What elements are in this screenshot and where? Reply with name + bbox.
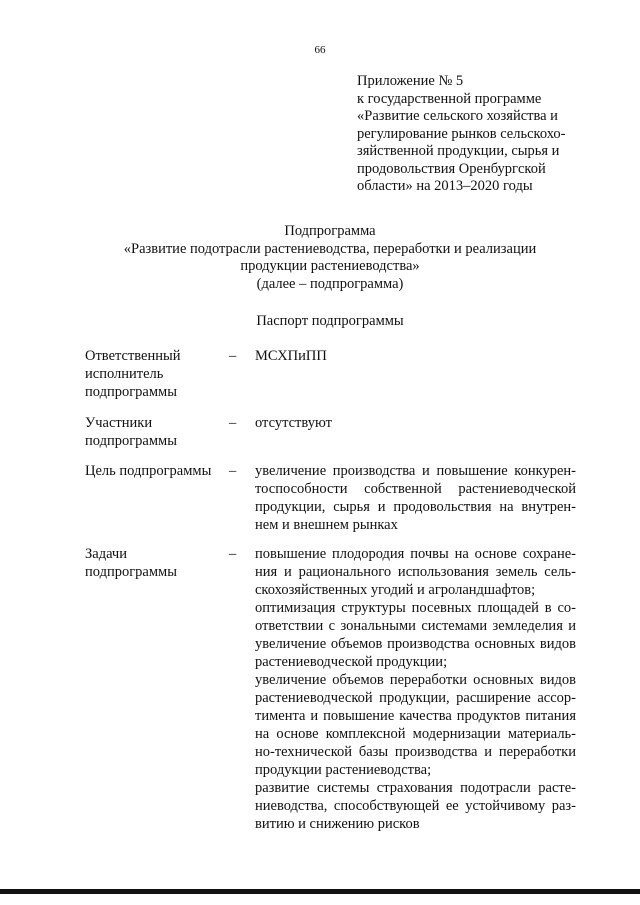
value-line: тоспособности собственной растениеводческой bbox=[255, 481, 576, 497]
title-line: продукции растениеводства» bbox=[240, 258, 420, 274]
value-line: увеличение производства и повышение конкурен- bbox=[255, 463, 576, 479]
appendix-line: продовольствия Оренбургской bbox=[357, 160, 546, 177]
appendix-header bbox=[357, 73, 597, 196]
appendix-line: к государственной программе bbox=[357, 90, 542, 107]
row-value bbox=[255, 545, 576, 833]
value-line: отсутствуют bbox=[255, 415, 332, 431]
scan-bottom-border bbox=[0, 889, 640, 894]
title-line: «Развитие подотрасли растениеводства, переработки и реализации bbox=[123, 240, 537, 257]
row-dash: – bbox=[229, 463, 237, 479]
value-line: тимента и повышение качества продуктов питания bbox=[255, 708, 576, 724]
appendix-line: зяйственной продукции, сырья и bbox=[357, 143, 560, 159]
value-line: растениеводческой продукции; bbox=[255, 654, 448, 670]
label-line: подпрограммы bbox=[85, 564, 177, 580]
subprogram-title bbox=[60, 223, 600, 293]
value-line: ниеводства, способствующей ее устойчивому раз- bbox=[255, 798, 576, 814]
value-line: МСХПиПП bbox=[255, 348, 327, 364]
value-line: на основе комплексной модернизации материаль- bbox=[255, 726, 576, 742]
appendix-line: области» на 2013–2020 годы bbox=[357, 178, 533, 194]
value-line: продукции, сырья и продовольствия на внутрен- bbox=[255, 499, 576, 515]
value-line: повышение плодородия почвы на основе сохране- bbox=[255, 546, 576, 562]
row-dash: – bbox=[229, 348, 237, 364]
value-line: но-технической базы производства и переработки bbox=[255, 744, 576, 760]
page-number: 66 bbox=[314, 44, 326, 56]
label-line: подпрограммы bbox=[85, 384, 177, 400]
value-line: растениеводческой продукции, расширение ассор- bbox=[255, 690, 576, 706]
row-label bbox=[85, 414, 225, 450]
title-line: Подпрограмма bbox=[284, 223, 376, 239]
value-line: скохозяйственных угодий и агроландшафтов; bbox=[255, 582, 536, 598]
label-line: Участники bbox=[85, 415, 153, 431]
row-label bbox=[85, 347, 225, 401]
appendix-line: Приложение № 5 bbox=[357, 73, 464, 89]
row-dash: – bbox=[229, 415, 237, 431]
label-line: Задачи bbox=[85, 546, 127, 562]
appendix-line: «Развитие сельского хозяйства и bbox=[357, 108, 558, 124]
value-line: ответствии с зональными системами земледелия и bbox=[255, 618, 576, 634]
value-line: продукции растениеводства; bbox=[255, 762, 432, 778]
value-line: развитие системы страхования подотрасли расте- bbox=[255, 780, 576, 796]
label-line: Ответственный bbox=[85, 348, 181, 364]
value-line: ния и рационального использования земель сель- bbox=[255, 564, 576, 580]
row-dash: – bbox=[229, 546, 237, 562]
value-line: увеличение объемов переработки основных видов bbox=[255, 672, 576, 688]
label-line: исполнитель bbox=[85, 366, 164, 382]
row-value bbox=[255, 347, 576, 365]
label-line: Цель подпрограммы bbox=[85, 463, 212, 479]
row-value bbox=[255, 414, 576, 432]
value-line: нем и внешнем рынках bbox=[255, 517, 398, 533]
row-label bbox=[85, 462, 225, 480]
value-line: увеличение объемов производства основных видов bbox=[255, 636, 576, 652]
value-line: витию и снижению рисков bbox=[255, 816, 420, 832]
appendix-line: регулирование рынков сельскохо- bbox=[357, 125, 566, 142]
row-value bbox=[255, 462, 576, 534]
label-line: подпрограммы bbox=[85, 433, 177, 449]
value-line: оптимизация структуры посевных площадей в со- bbox=[255, 600, 576, 616]
row-label bbox=[85, 545, 225, 581]
passport-title: Паспорт подпрограммы bbox=[256, 313, 404, 329]
title-line: (далее – подпрограмма) bbox=[256, 275, 404, 292]
